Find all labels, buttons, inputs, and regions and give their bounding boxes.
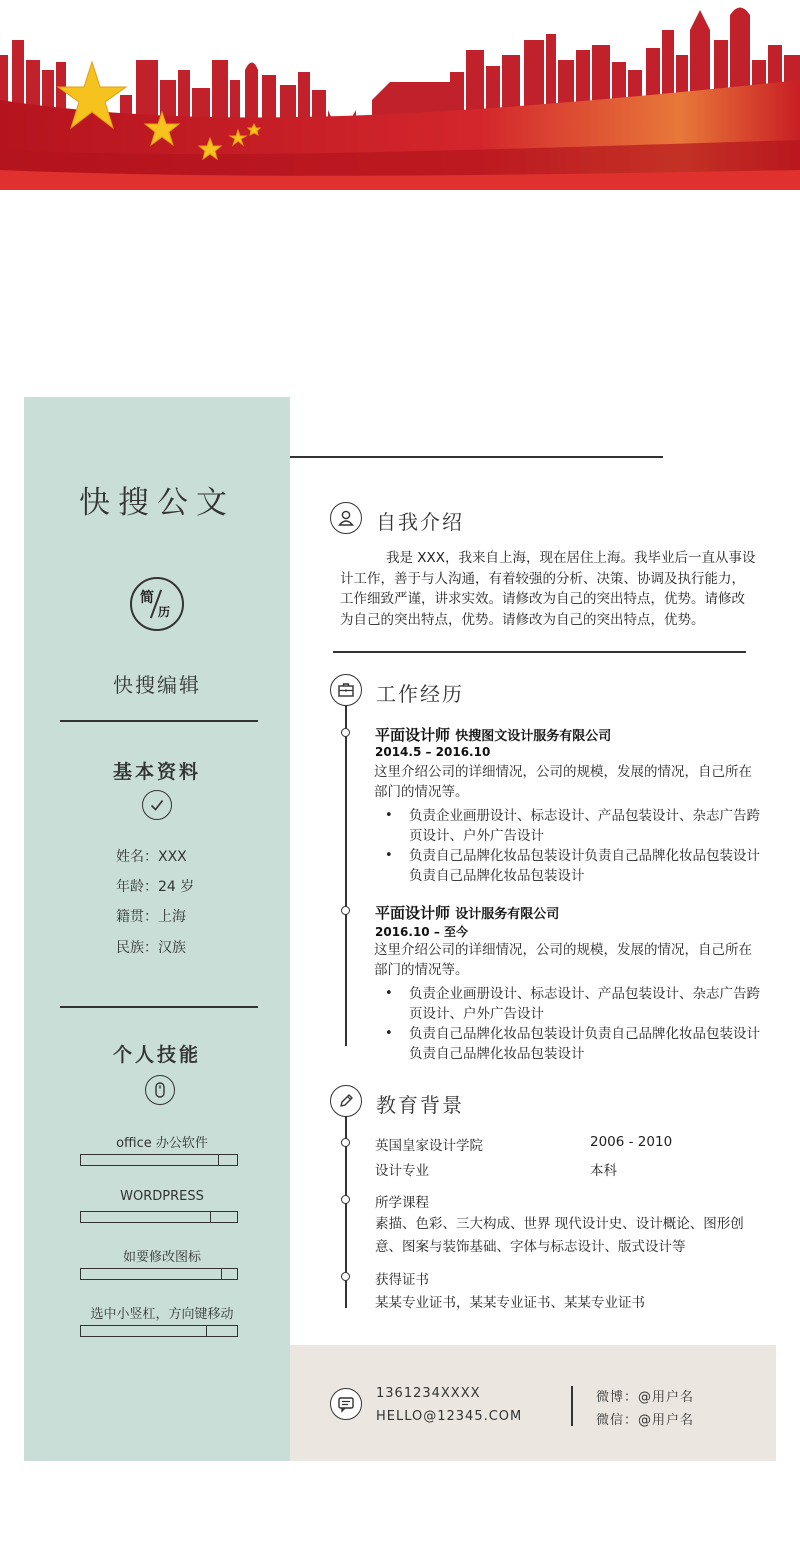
basic-info-heading: 基本资料 (112, 761, 201, 783)
major: 设计专业 (375, 1163, 429, 1179)
info-hometown: 籍贯：上海 (116, 909, 186, 925)
intro-text: 我是 XXX，我来自上海，现在居住上海。我毕业后一直从事设 计工作，善于与人沟通，有着较强的分析、决策、协调及执行能力， 工作细致严谨，讲求实效。请修改为自己的突出特点，优势。请修改 为自己的突出特点，优势。请修改为自己的突出特点，优势。 (340, 550, 756, 628)
contact-footer (290, 1345, 776, 1461)
info-name: 姓名：XXX (116, 849, 187, 865)
intro-heading: 自我介绍 (376, 510, 464, 534)
skill-bar (80, 1325, 238, 1337)
check-icon (142, 790, 172, 820)
job-1-bullet: • 负责企业画册设计、标志设计、产品包装设计、杂志广告跨 页设计、户外广告设计 (409, 806, 760, 846)
job-2-date: 2016.10 – 至今 (375, 925, 469, 939)
badge-bottom-char: 历 (158, 605, 171, 619)
skill-bar (80, 1268, 238, 1280)
resume-badge-icon (130, 577, 184, 631)
info-ethnicity: 民族：汉族 (116, 940, 186, 956)
job-2-bullet: • 负责企业画册设计、标志设计、产品包装设计、杂志广告跨 页设计、户外广告设计 (409, 984, 760, 1024)
skill-label: office 办公软件 (116, 1136, 208, 1151)
school-name: 英国皇家设计学院 (375, 1138, 483, 1154)
job-1-title: 平面设计师 快搜图文设计服务有限公司 (375, 726, 612, 744)
skill-label: 选中小竖杠，方向键移动 (90, 1307, 234, 1322)
degree: 本科 (590, 1163, 617, 1179)
job-1-date: 2014.5 – 2016.10 (375, 745, 491, 759)
badge-top-char: 简 (140, 590, 154, 606)
phone-number[interactable]: 1361234XXXX (376, 1386, 481, 1401)
skills-heading: 个人技能 (112, 1044, 201, 1066)
divider (333, 651, 746, 653)
top-divider (290, 456, 663, 458)
pencil-icon (330, 1085, 362, 1117)
briefcase-icon (330, 674, 362, 706)
job-1-desc: 这里介绍公司的详细情况，公司的规模，发展的情况，自己所在 部门的情况等。 (374, 764, 752, 800)
divider (60, 1006, 258, 1008)
job-2-title: 平面设计师 设计服务有限公司 (375, 904, 560, 922)
skill-bar (80, 1211, 238, 1223)
divider (60, 720, 258, 722)
timeline-dot (341, 728, 350, 737)
weibo-handle: 微博：@用户名 (596, 1390, 695, 1405)
job-2-bullet: • 负责自己品牌化妆品包装设计负责自己品牌化妆品包装设计 负责自己品牌化妆品包装设计 (409, 1024, 760, 1064)
timeline-dot (341, 906, 350, 915)
certs-label: 获得证书 (375, 1272, 429, 1288)
message-icon (330, 1388, 362, 1420)
courses-label: 所学课程 (375, 1195, 429, 1211)
red-city-banner (0, 0, 800, 190)
certs-list: 某某专业证书，某某专业证书、某某专业证书 (375, 1295, 645, 1311)
job-2-desc: 这里介绍公司的详细情况，公司的规模，发展的情况，自己所在 部门的情况等。 (374, 942, 752, 978)
person-icon (330, 502, 362, 534)
footer-divider (571, 1386, 573, 1426)
work-timeline (345, 700, 347, 1046)
email-address[interactable]: HELLO@12345.COM (376, 1409, 523, 1424)
skill-label: 如要修改图标 (122, 1250, 201, 1265)
work-heading: 工作经历 (376, 682, 464, 706)
job-title: 快搜编辑 (113, 673, 201, 697)
courses-list: 素描、色彩、三大构成、世界 现代设计史、设计概论、图形创 意、图案与装饰基础、字体与标志设计、版式设计等 (375, 1216, 744, 1255)
skill-bar (80, 1154, 238, 1166)
school-years: 2006 - 2010 (590, 1134, 673, 1150)
timeline-dot (341, 1195, 350, 1204)
wechat-handle: 微信：@用户名 (596, 1413, 695, 1428)
skill-label: WORDPRESS (120, 1189, 204, 1204)
resume-owner-name: 快搜公文 (79, 485, 235, 521)
mouse-icon (145, 1075, 175, 1105)
info-age: 年龄：24 岁 (116, 879, 195, 895)
left-sidebar (24, 397, 290, 1461)
timeline-dot (341, 1272, 350, 1281)
education-heading: 教育背景 (376, 1093, 464, 1117)
timeline-dot (341, 1138, 350, 1147)
job-1-bullet: • 负责自己品牌化妆品包装设计负责自己品牌化妆品包装设计 负责自己品牌化妆品包装设计 (409, 846, 760, 886)
